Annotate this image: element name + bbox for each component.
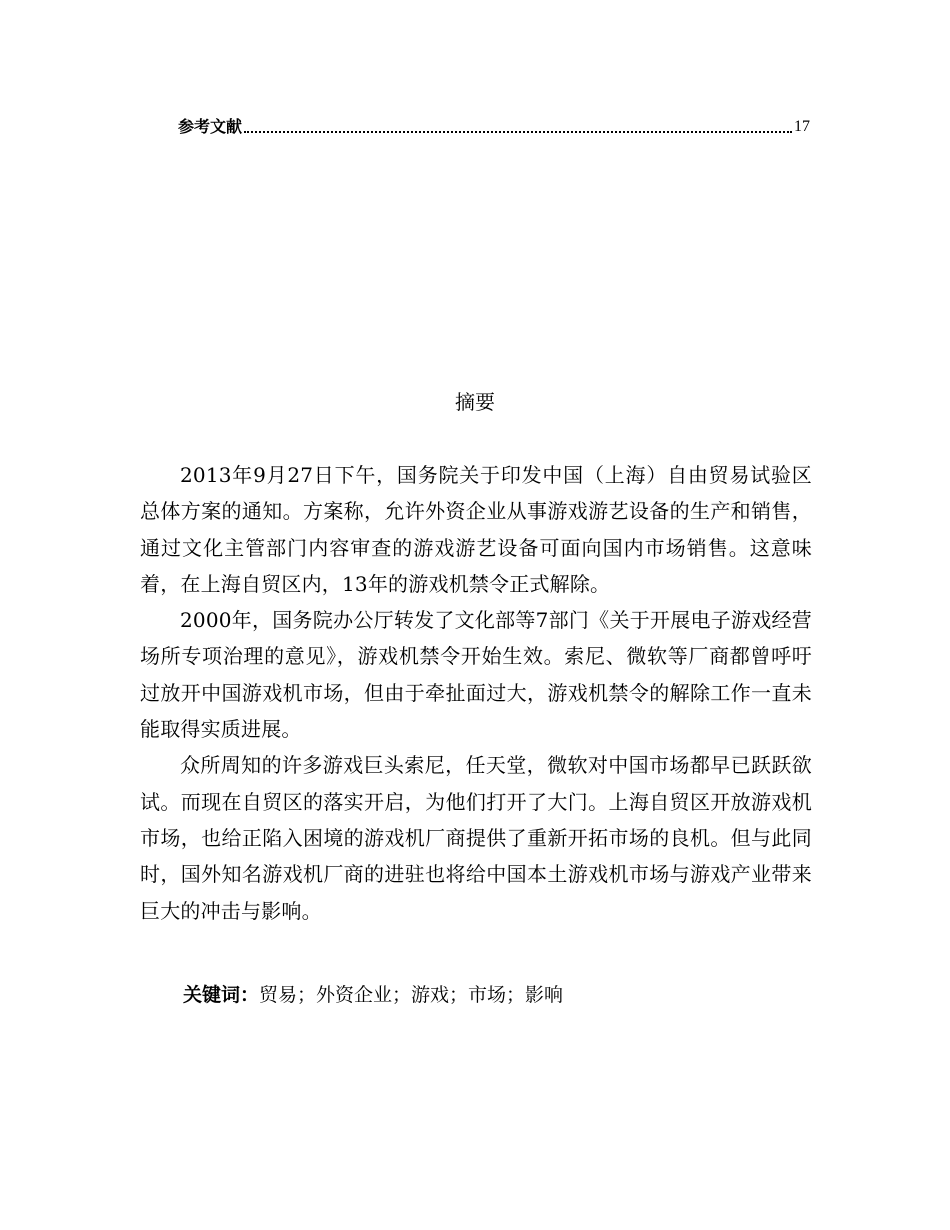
keywords-value: 贸易；外资企业；游戏；市场；影响 [259, 984, 564, 1006]
toc-dot-leader [244, 131, 792, 133]
toc-entry-references[interactable] [178, 114, 810, 138]
abstract-paragraph-1: 2013年9月27日下午，国务院关于印发中国（上海）自由贸易试验区总体方案的通知。方案称，允许外资企业从事游戏游艺设备的生产和销售，通过文化主管部门内容审查的游戏游艺设备可面向国内市场销售。这意味着，在上海自贸区内，13年的游戏机禁令正式解除。 [140, 463, 812, 596]
abstract-paragraph-2: 2000年，国务院办公厅转发了文化部等7部门《关于开展电子游戏经营场所专项治理的意见》，游戏机禁令开始生效。索尼、微软等厂商都曾呼吁过放开中国游戏机市场，但由于牵扯面过大，游戏机禁令的解除工作一直未能取得实质进展。 [140, 608, 812, 742]
toc-entry-label: 参考文献 [178, 117, 243, 136]
abstract-paragraph-3: 众所周知的许多游戏巨头索尼，任天堂，微软对中国市场都早已跃跃欲试。而现在自贸区的落实开启，为他们打开了大门。上海自贸区开放游戏机市场，也给正陷入困境的游戏机厂商提供了重新开拓市场的良机。但与此同时，国外知名游戏机厂商的进驻也将给中国本土游戏机市场与游戏产业带来巨大的冲击与影响。 [140, 753, 812, 923]
keywords-line [183, 981, 563, 1009]
toc-page-number: 17 [794, 118, 810, 135]
abstract-body [140, 457, 812, 929]
keywords-label: 关键词： [183, 984, 260, 1006]
abstract-title: 摘要 [455, 390, 495, 414]
